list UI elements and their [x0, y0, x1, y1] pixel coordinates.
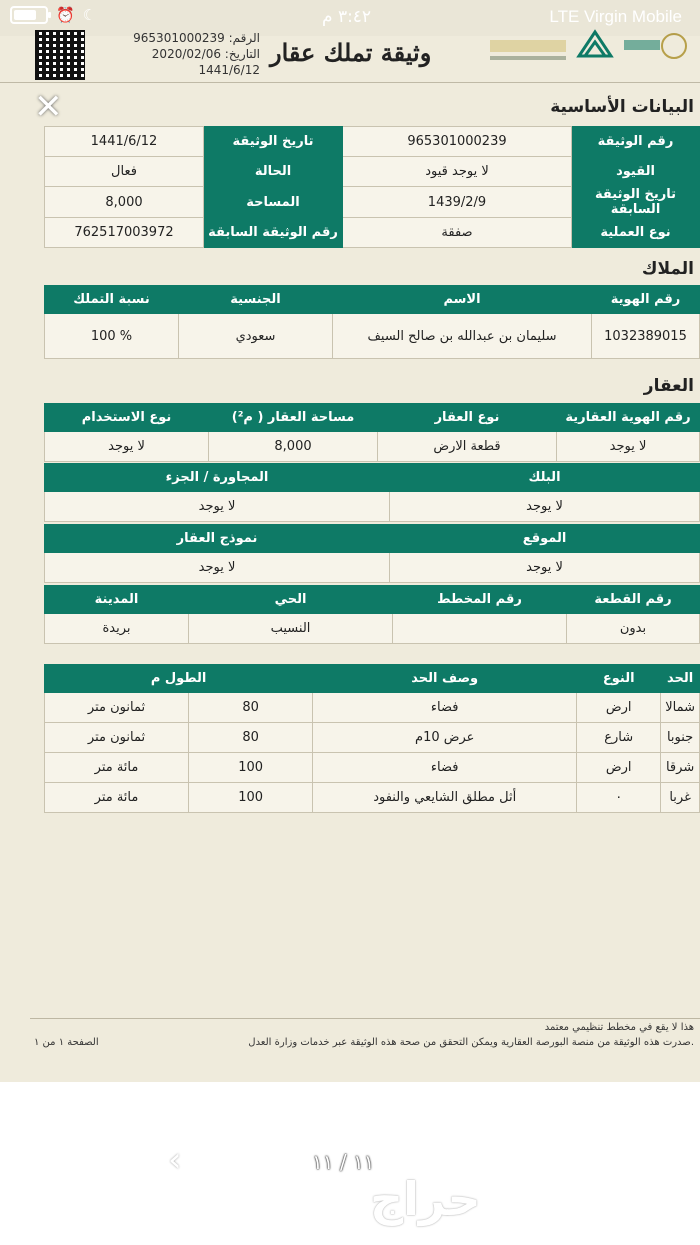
footnote-plan: هذا لا يقع في مخطط تنظيمي معتمد [544, 1022, 694, 1033]
operation-value: صفقة [343, 218, 572, 248]
property-header-plan: رقم المخطط [393, 586, 567, 614]
moon-icon: ☾ [82, 6, 97, 24]
basic-info-table [44, 126, 700, 248]
prev-doc-number-label: رقم الوثيقة السابقة [204, 218, 343, 248]
property-city: بريدة [45, 614, 189, 644]
property-type: قطعة الارض [378, 432, 557, 462]
previous-image-icon[interactable]: ‹ [168, 1140, 182, 1180]
prev-doc-date-value: 1439/2/9 [343, 187, 572, 218]
boundary-length: 100 [189, 783, 313, 813]
boundary-side: شمالا [661, 693, 700, 723]
property-header-type: نوع العقار [378, 404, 557, 432]
property-location: لا يوجد [390, 553, 700, 583]
boundary-type: ارض [577, 753, 661, 783]
boundary-length: 100 [189, 753, 313, 783]
doc-date-label: تاريخ الوثيقة [204, 127, 343, 157]
meta-date-label: التاريخ: [224, 47, 260, 61]
boundary-type: شارع [577, 723, 661, 753]
meta-number: 965301000239 [133, 31, 225, 45]
header-divider [0, 82, 700, 83]
boundary-desc: أثل مطلق الشايعي والنفود [313, 783, 577, 813]
owners-table [44, 285, 700, 359]
watermark-logo: حراج [370, 1172, 481, 1226]
boundary-side: شرقا [661, 753, 700, 783]
status-value: فعال [45, 157, 204, 187]
property-block: لا يوجد [390, 492, 700, 522]
property-plot: بدون [567, 614, 700, 644]
footnote-verify: صدرت هذه الوثيقة من منصة البورصة العقارية ويمكن التحقق من صحة هذه الوثيقة عبر خدمات وزارة العدل. [248, 1037, 694, 1048]
property-header-plot: رقم القطعة [567, 586, 700, 614]
owner-id: 1032389015 [592, 314, 700, 359]
area-label: المساحة [204, 187, 343, 218]
clock: ٣:٤٢ م [322, 7, 372, 27]
footer-divider [30, 1018, 700, 1019]
boundary-row [45, 783, 700, 813]
operation-label: نوع العملية [572, 218, 700, 248]
boundary-row [45, 753, 700, 783]
status-bar [0, 0, 700, 36]
property-district: النسيب [189, 614, 393, 644]
boundaries-header-desc: وصف الحد [313, 665, 577, 693]
property-header-block: البلك [390, 464, 700, 492]
restrictions-value: لا يوجد قيود [343, 157, 572, 187]
owners-header-share: نسبة التملك [45, 286, 179, 314]
prev-doc-date-label: تاريخ الوثيقة السابقة [572, 187, 700, 218]
document-title: وثيقة تملك عقار [270, 38, 432, 67]
property-usage: لا يوجد [45, 432, 209, 462]
property-table-3 [44, 524, 700, 583]
owners-header-id: رقم الهوية [592, 286, 700, 314]
status-label: الحالة [204, 157, 343, 187]
page-number: الصفحة ١ من ١ [34, 1037, 99, 1048]
meta-hijri: 1441/6/12 [198, 63, 260, 77]
boundaries-header-type: النوع [577, 665, 661, 693]
property-header-neighbor: المجاورة / الجزء [45, 464, 390, 492]
section-owners: الملاك [641, 259, 694, 279]
property-area: 8,000 [209, 432, 378, 462]
owners-header-name: الاسم [333, 286, 592, 314]
property-id: لا يوجد [557, 432, 700, 462]
qr-code [35, 30, 85, 80]
boundary-desc: فضاء [313, 693, 577, 723]
close-icon[interactable]: ✕ [34, 87, 63, 127]
boundary-length: 80 [189, 693, 313, 723]
restrictions-label: القيود [572, 157, 700, 187]
boundary-side: جنوبا [661, 723, 700, 753]
property-header-model: نموذج العقار [45, 525, 390, 553]
property-header-city: المدينة [45, 586, 189, 614]
meta-number-label: الرقم: [228, 31, 260, 45]
meta-date: 2020/02/06 [151, 47, 221, 61]
boundaries-table [44, 664, 700, 813]
prev-doc-number-value: 762517003972 [45, 218, 204, 248]
document-meta [100, 30, 260, 78]
property-header-location: الموقع [390, 525, 700, 553]
property-table-1 [44, 403, 700, 462]
doc-number-value: 965301000239 [343, 127, 572, 157]
property-header-id: رقم الهوية العقارية [557, 404, 700, 432]
boundary-desc: فضاء [313, 753, 577, 783]
image-counter: ١١ / ١١ [312, 1150, 375, 1174]
property-neighbor: لا يوجد [45, 492, 390, 522]
boundary-length-text: مائة متر [45, 753, 189, 783]
owners-header-nationality: الجنسية [179, 286, 333, 314]
property-table-4 [44, 585, 700, 644]
property-table-2 [44, 463, 700, 522]
doc-date-value: 1441/6/12 [45, 127, 204, 157]
boundary-length: 80 [189, 723, 313, 753]
boundary-row [45, 693, 700, 723]
property-header-district: الحي [189, 586, 393, 614]
section-basic-info: البيانات الأساسية [550, 97, 694, 117]
owner-share: 100 % [45, 314, 179, 359]
boundary-type: ارض [577, 693, 661, 723]
carrier-label: LTE Virgin Mobile [549, 7, 682, 26]
owner-name: سليمان بن عبدالله بن صالح السيف [333, 314, 592, 359]
real-estate-market-logo [488, 32, 568, 66]
boundary-length-text: ثمانون متر [45, 723, 189, 753]
boundaries-header-length: الطول م [45, 665, 313, 693]
owner-nationality: سعودي [179, 314, 333, 359]
area-value: 8,000 [45, 187, 204, 218]
doc-number-label: رقم الوثيقة [572, 127, 700, 157]
boundary-side: غربا [661, 783, 700, 813]
property-header-area: مساحة العقار ( م²) [209, 404, 378, 432]
boundary-desc: عرض 10م [313, 723, 577, 753]
boundary-row [45, 723, 700, 753]
boundary-length-text: مائة متر [45, 783, 189, 813]
boundary-length-text: ثمانون متر [45, 693, 189, 723]
property-model: لا يوجد [45, 553, 390, 583]
boundary-type: ٠ [577, 783, 661, 813]
battery-icon [10, 6, 48, 24]
alarm-icon: ⏰ [56, 6, 75, 24]
section-property: العقار [643, 376, 694, 396]
property-header-usage: نوع الاستخدام [45, 404, 209, 432]
property-plan [393, 614, 567, 644]
boundaries-header-side: الحد [661, 665, 700, 693]
